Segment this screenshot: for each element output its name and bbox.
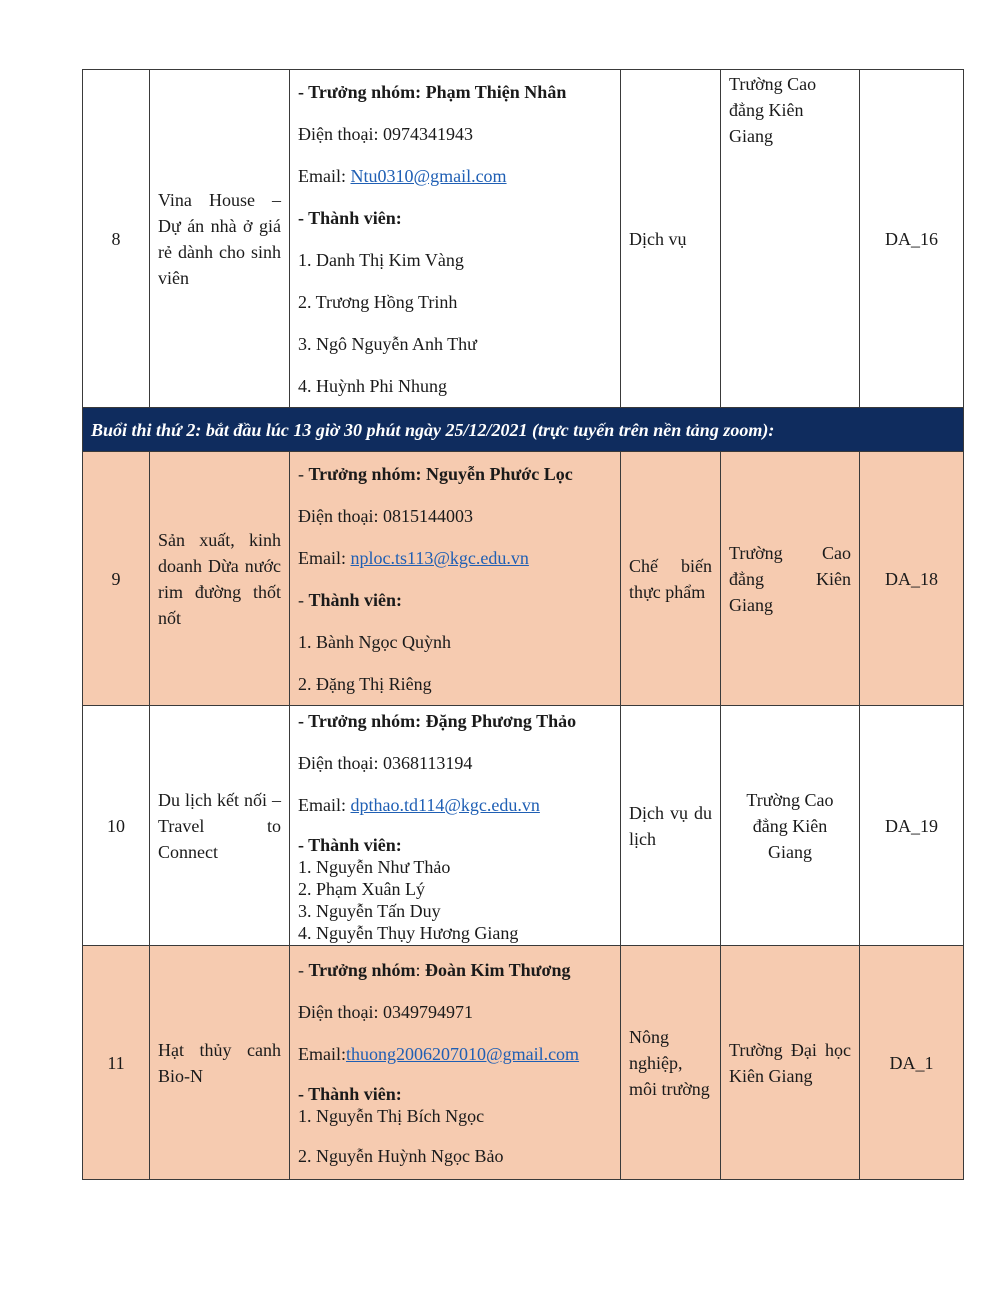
field-cell: Dịch vụ du lịch: [621, 706, 721, 946]
email-line: Email: Ntu0310@gmail.com: [298, 165, 507, 186]
project-name: Sản xuất, kinh doanh Dừa nước rim đường thốt nốt: [150, 452, 290, 706]
member-item: 2. Nguyễn Huỳnh Ngọc Bảo: [298, 1145, 504, 1166]
row-number: 9: [83, 452, 150, 706]
email-line: Email: nploc.ts113@kgc.edu.vn: [298, 547, 529, 568]
member-item: 4. Huỳnh Phi Nhung: [298, 375, 448, 396]
phone-line: Điện thoại: 0349794971: [298, 1001, 473, 1022]
members-label: - Thành viên:: [298, 207, 402, 228]
leader-line: - Trưởng nhóm: Đoàn Kim Thương: [298, 959, 571, 980]
field-cell: Nông nghiệp, môi trường: [621, 946, 721, 1180]
project-code: DA_19: [860, 706, 964, 946]
field-cell: Chế biến thực phẩm: [621, 452, 721, 706]
school-cell: Trường Cao đẳng Kiên Giang: [721, 70, 860, 408]
member-item: 1. Danh Thị Kim Vàng: [298, 249, 464, 270]
team-info: [290, 706, 621, 946]
project-code: DA_1: [860, 946, 964, 1180]
project-table: [82, 69, 964, 1180]
project-code: DA_18: [860, 452, 964, 706]
member-item: 2. Phạm Xuân Lý: [298, 878, 425, 899]
team-info: [290, 946, 621, 1180]
phone-line: Điện thoại: 0368113194: [298, 752, 473, 773]
school-cell: Trường Đại học Kiên Giang: [721, 946, 860, 1180]
school-cell: Trường Cao đẳng Kiên Giang: [721, 706, 860, 946]
email-line: Email:thuong2006207010@gmail.com: [298, 1043, 580, 1064]
table-row: [83, 706, 964, 946]
table-row: [83, 946, 964, 1180]
project-name: Hạt thủy canh Bio-N: [150, 946, 290, 1180]
row-number: 10: [83, 706, 150, 946]
row-number: 8: [83, 70, 150, 408]
team-info: [290, 70, 621, 408]
team-info: [290, 452, 621, 706]
table-row: [83, 452, 964, 706]
member-item: 3. Nguyễn Tấn Duy: [298, 900, 441, 921]
email-link[interactable]: Ntu0310@gmail.com: [350, 165, 507, 186]
phone-line: Điện thoại: 0815144003: [298, 505, 473, 526]
project-name: Vina House – Dự án nhà ở giá rẻ dành cho sinh viên: [150, 70, 290, 408]
member-item: 1. Nguyễn Thị Bích Ngọc: [298, 1105, 485, 1126]
members-label: - Thành viên:: [298, 834, 402, 855]
project-name: Du lịch kết nối – Travel to Connect: [150, 706, 290, 946]
leader-line: - Trưởng nhóm: Nguyễn Phước Lọc: [298, 463, 573, 484]
field-cell: Dịch vụ: [621, 70, 721, 408]
session-heading-row: [83, 408, 964, 452]
table-row: [83, 70, 964, 408]
email-line: Email: dpthao.td114@kgc.edu.vn: [298, 794, 540, 815]
session-heading: Buổi thi thứ 2: bắt đầu lúc 13 giờ 30 phút ngày 25/12/2021 (trực tuyến trên nền tảng zoom):: [83, 408, 964, 452]
email-link[interactable]: nploc.ts113@kgc.edu.vn: [350, 547, 529, 568]
email-link[interactable]: thuong2006207010@gmail.com: [346, 1043, 580, 1064]
leader-line: - Trưởng nhóm: Đặng Phương Thảo: [298, 710, 577, 731]
project-code: DA_16: [860, 70, 964, 408]
row-number: 11: [83, 946, 150, 1180]
member-item: 1. Nguyễn Như Thảo: [298, 856, 451, 877]
member-item: 2. Trương Hồng Trinh: [298, 291, 458, 312]
member-item: 4. Nguyễn Thụy Hương Giang: [298, 922, 519, 943]
member-item: 1. Bành Ngọc Quỳnh: [298, 631, 451, 652]
leader-line: - Trưởng nhóm: Phạm Thiện Nhân: [298, 81, 567, 102]
member-item: 3. Ngô Nguyễn Anh Thư: [298, 333, 477, 354]
member-item: 2. Đặng Thị Riêng: [298, 673, 432, 694]
members-label: - Thành viên:: [298, 589, 403, 610]
phone-line: Điện thoại: 0974341943: [298, 123, 473, 144]
school-cell: Trường Cao đẳng Kiên Giang: [721, 452, 860, 706]
email-link[interactable]: dpthao.td114@kgc.edu.vn: [350, 794, 540, 815]
members-label: - Thành viên:: [298, 1083, 402, 1104]
